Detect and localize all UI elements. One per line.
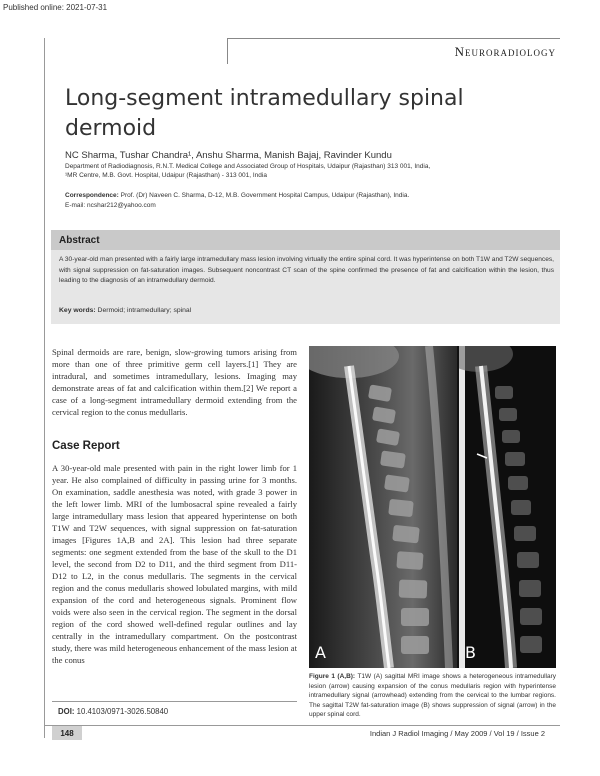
- affiliation-2: ¹MR Centre, M.B. Govt. Hospital, Udaipur (Rajasthan) - 313 001, India: [65, 172, 267, 179]
- mri-panel-a: [309, 346, 457, 668]
- section-tag: Neuroradiology: [227, 38, 560, 64]
- mri-t1w-image: [309, 346, 457, 668]
- doi-divider: [52, 701, 297, 702]
- article-title: Long-segment intramedullary spinal dermoid: [65, 86, 464, 141]
- figure-caption: [309, 672, 556, 720]
- intro-paragraph: Spinal dermoids are rare, benign, slow-growing tumors arising from more than one of three primitive germ cell layers.[1] They are intradural, and sometimes intramedullary, lesions. Imaging may demonstrate areas of fat and calcification within them.[2] We report a case of a long-segment intramedullary dermoid extending from the cervical region to the conus medullaris.: [52, 347, 297, 417]
- correspondence-label: Correspondence:: [65, 192, 119, 199]
- mri-t2w-fat-sat-image: [459, 346, 556, 668]
- email-link[interactable]: E-mail: ncshar212@yahoo.com: [65, 202, 156, 209]
- doi[interactable]: [58, 707, 168, 716]
- figure-1: [309, 346, 556, 668]
- keywords: [59, 307, 191, 314]
- case-report-heading: Case Report: [52, 440, 120, 452]
- affiliation-1: Department of Radiodiagnosis, R.N.T. Medical College and Associated Group of Hospitals, Udaipur (Rajasthan) 313 001, India,: [65, 163, 431, 170]
- figure-caption-text: T1W (A) sagittal MRI image shows a heterogeneous intramedullary lesion (arrow) causing expansion of the conus medullaris region with hyperintense intramedullary signal (arrowhead) extending from the cervical to the lumbar regions. The sagittal T2W fat-saturation image (B) shows suppression of signal (arrow) in the upper spinal cord.: [309, 673, 557, 718]
- mri-panel-b: [459, 346, 556, 668]
- case-report-paragraph: A 30-year-old male presented with pain in the right lower limb for 1 year. He also complained of difficulty in passing urine for 3 months. On examination, saddle anesthesia was noted, with grade 3 power in the left lower limb. MRI of the lumbosacral spine revealed a fairly large intramedullary mass lesion that appeared hyperintense on both T1W and T2W sequences, with signal suppression on fat-saturation images [Figures 1A,B and 2A]. This lesion had three separate segments: one segment extended from the base of the skull to the D1 level, the second from D2 to D11, and the third segment from D11-D12 to L2, in the conus medullaris. The segments in the cervical region and the conus medullaris showed lobulated margins, with mild expansion of the cord and heterogeneous signals. Prominent flow voids were also seen in the cervical region. The segment in the dorsal region of the cord showed well-defined regular outlines and lay centrally in the intramedullary compartment. On the postcontrast study, there was mild heterogeneous enhancement of the mass lesion at the conus: [52, 463, 297, 665]
- page-number: 148: [52, 726, 82, 740]
- left-rule: [44, 38, 45, 738]
- abstract-text: A 30-year-old man presented with a fairly large intramedullary mass lesion involving virtually the entire spinal cord. It was hyperintense on both T1W and T2W sequences, with signal suppression on fat-saturation images. Subsequent noncontrast CT scan of the spine confirmed the presence of fat and calcification within the lesion, thus leading to the diagnosis of an intramedullary dermoid.: [59, 256, 554, 284]
- abstract-box: [51, 230, 560, 324]
- doi-label: DOI:: [58, 707, 75, 716]
- author-list: NC Sharma, Tushar Chandra¹, Anshu Sharma, Manish Bajaj, Ravinder Kundu: [65, 150, 392, 161]
- journal-citation: Indian J Radiol Imaging / May 2009 / Vol 19 / Issue 2: [369, 729, 545, 738]
- panel-a-label: A: [315, 643, 326, 662]
- keywords-label: Key words:: [59, 307, 96, 314]
- footer-rule: [44, 725, 560, 726]
- correspondence-text: Prof. (Dr) Naveen C. Sharma, D-12, M.B. Government Hospital Campus, Udaipur (Rajasthan), India.: [118, 192, 410, 199]
- keywords-text: Dermoid; intramedullary; spinal: [95, 307, 192, 314]
- doi-value: 10.4103/0971-3026.50840: [74, 707, 169, 716]
- abstract-heading: Abstract: [51, 230, 560, 250]
- published-date: Published online: 2021-07-31: [3, 3, 108, 12]
- affiliations: [65, 162, 535, 180]
- panel-b-label: B: [465, 643, 476, 662]
- figure-caption-label: Figure 1 (A,B):: [309, 673, 356, 680]
- correspondence: [65, 191, 535, 211]
